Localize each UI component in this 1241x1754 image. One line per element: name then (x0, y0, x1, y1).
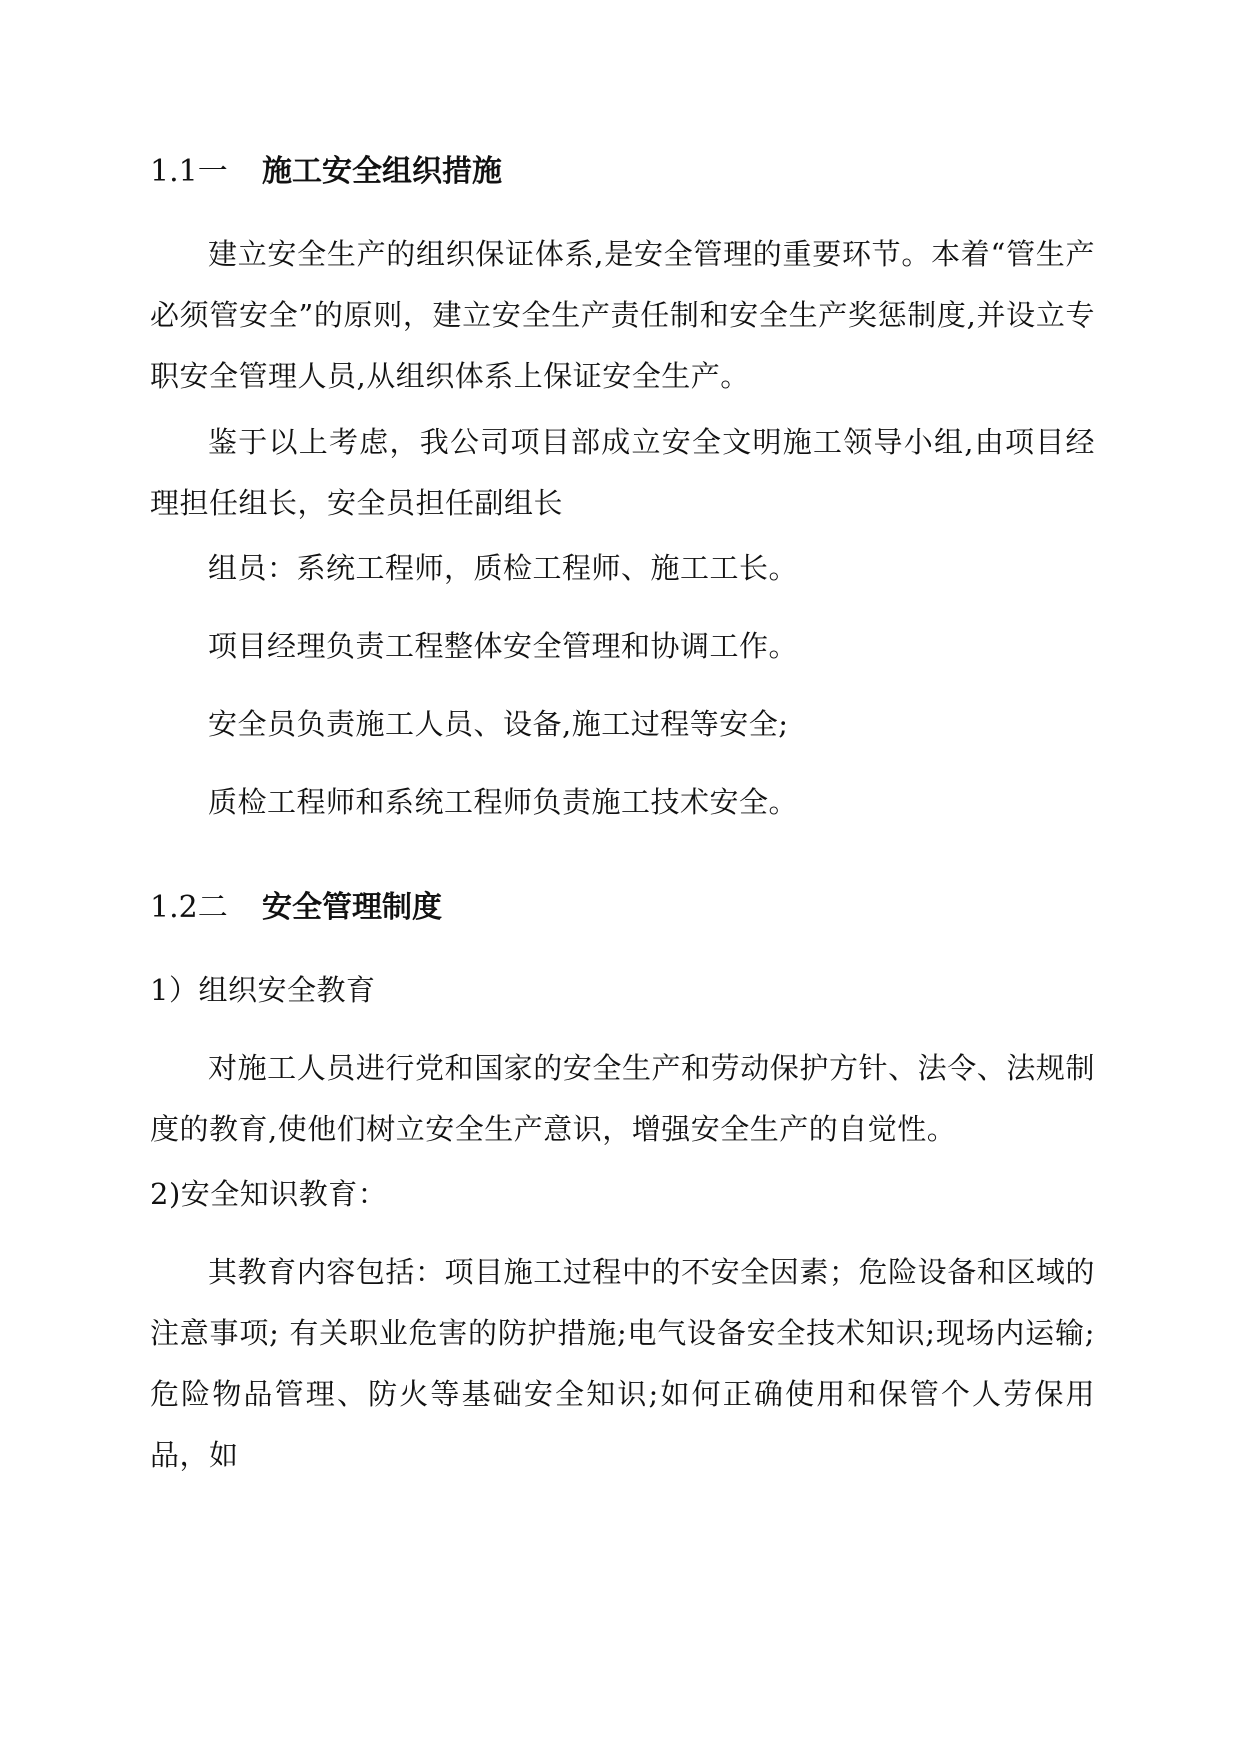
paragraph: 其教育内容包括：项目施工过程中的不安全因素；危险设备和区域的注意事项; 有关职业危害的防护措施;电气设备安全技术知识;现场内运输;危险物品管理、防火等基础安全知识;如何正确使用和保管个人劳保用品，如 (150, 1255, 1095, 1472)
item-label: 1）组织安全教育 (150, 973, 376, 1007)
section-title: 施工安全组织措施 (262, 154, 502, 189)
paragraph: 项目经理负责工程整体安全管理和协调工作。 (208, 629, 799, 663)
section-heading-1-2 (150, 882, 442, 926)
paragraph: 组员：系统工程师，质检工程师、施工工长。 (208, 551, 799, 585)
section-heading-1-1 (150, 146, 502, 190)
section-number: 1.1一 (150, 154, 228, 189)
paragraph: 质检工程师和系统工程师负责施工技术安全。 (208, 785, 799, 819)
paragraph: 安全员负责施工人员、设备,施工过程等安全; (208, 707, 789, 741)
item-label: 2)安全知识教育： (150, 1177, 388, 1211)
paragraph: 建立安全生产的组织保证体系,是安全管理的重要环节。本着“管生产必须管安全”的原则，建立安全生产责任制和安全生产奖惩制度,并设立专职安全管理人员,从组织体系上保证安全生产。 (150, 237, 1095, 393)
section-number: 1.2二 (150, 890, 228, 925)
paragraph: 对施工人员进行党和国家的安全生产和劳动保护方针、法令、法规制度的教育,使他们树立安全生产意识，增强安全生产的自觉性。 (150, 1051, 1095, 1146)
section-title: 安全管理制度 (262, 890, 442, 925)
paragraph: 鉴于以上考虑，我公司项目部成立安全文明施工领导小组,由项目经理担任组长，安全员担任副组长 (150, 425, 1095, 520)
